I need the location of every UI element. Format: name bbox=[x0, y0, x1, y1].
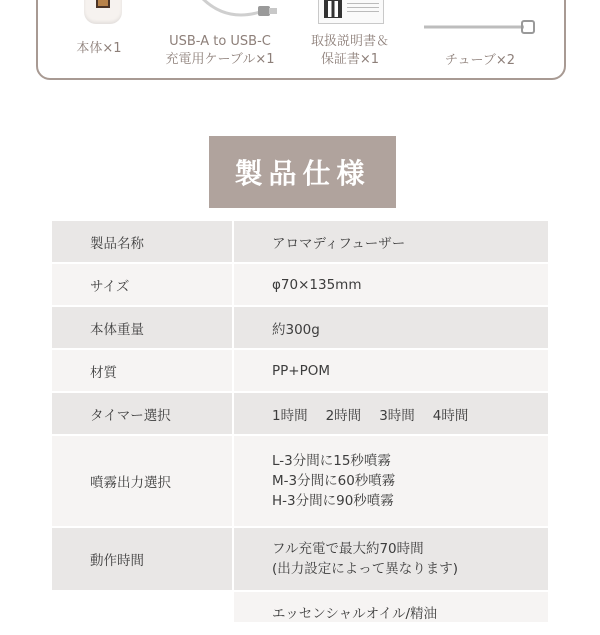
timer-option: 4時間 bbox=[432, 407, 469, 424]
qr-code-icon bbox=[324, 0, 342, 18]
timer-option: 2時間 bbox=[325, 407, 362, 424]
item-label-line1: USB-A to USB-C bbox=[169, 34, 271, 49]
manual-image bbox=[318, 0, 384, 24]
diffuser-device-image bbox=[84, 0, 122, 24]
spec-row bbox=[52, 592, 548, 635]
section-title: 製品仕様 bbox=[209, 136, 396, 208]
spec-key: 材質 bbox=[52, 350, 234, 391]
spec-row bbox=[52, 436, 548, 528]
item-label-line2: 保証書×1 bbox=[320, 52, 380, 67]
spec-value: エッセンシャルオイル/精油 bbox=[234, 592, 548, 622]
spec-value: アロマディフューザー bbox=[234, 221, 548, 262]
spec-row bbox=[52, 393, 548, 436]
spec-value-line: H-3分間に90秒噴霧 bbox=[272, 493, 394, 509]
timer-option: 3時間 bbox=[379, 407, 415, 424]
spec-value: 約300g bbox=[234, 307, 548, 348]
spec-row bbox=[52, 528, 548, 592]
spec-value-line: (出力設定によって異なります) bbox=[272, 561, 459, 577]
item-label: チューブ×2 bbox=[444, 53, 516, 68]
spec-row bbox=[52, 307, 548, 350]
spec-row bbox=[52, 264, 548, 307]
usb-cable-image bbox=[200, 0, 280, 26]
spec-key: サイズ bbox=[52, 264, 234, 305]
tube-image bbox=[420, 18, 540, 38]
spec-table bbox=[52, 221, 548, 635]
included-item-body bbox=[64, 40, 134, 58]
spec-key: 噴霧出力選択 bbox=[52, 436, 234, 526]
spec-value bbox=[234, 528, 548, 590]
spec-value bbox=[234, 436, 548, 526]
spec-key: 動作時間 bbox=[52, 528, 234, 590]
item-label-line2: 充電用ケーブル×1 bbox=[165, 52, 275, 67]
spec-key: タイマー選択 bbox=[52, 393, 234, 434]
spec-value-line: フル充電で最大約70時間 bbox=[272, 541, 424, 557]
included-item-tube bbox=[420, 52, 540, 70]
device-window bbox=[96, 0, 110, 8]
item-label-line1: 取扱説明書＆ bbox=[310, 34, 389, 49]
spec-value: PP+POM bbox=[234, 350, 548, 391]
included-item-manual bbox=[300, 33, 400, 69]
timer-option: 1時間 bbox=[272, 407, 308, 424]
spec-row bbox=[52, 221, 548, 264]
spec-value bbox=[234, 393, 548, 434]
spec-value: φ70×135mm bbox=[234, 264, 548, 305]
spec-value-line: M-3分間に60秒噴霧 bbox=[272, 473, 396, 489]
included-item-cable bbox=[150, 33, 290, 69]
spec-row bbox=[52, 350, 548, 393]
item-label: 本体×1 bbox=[76, 41, 122, 56]
manual-text-lines bbox=[347, 3, 379, 15]
spec-key: 本体重量 bbox=[52, 307, 234, 348]
spec-value-line: L-3分間に15秒噴霧 bbox=[272, 453, 391, 469]
spec-key: 製品名称 bbox=[52, 221, 234, 262]
